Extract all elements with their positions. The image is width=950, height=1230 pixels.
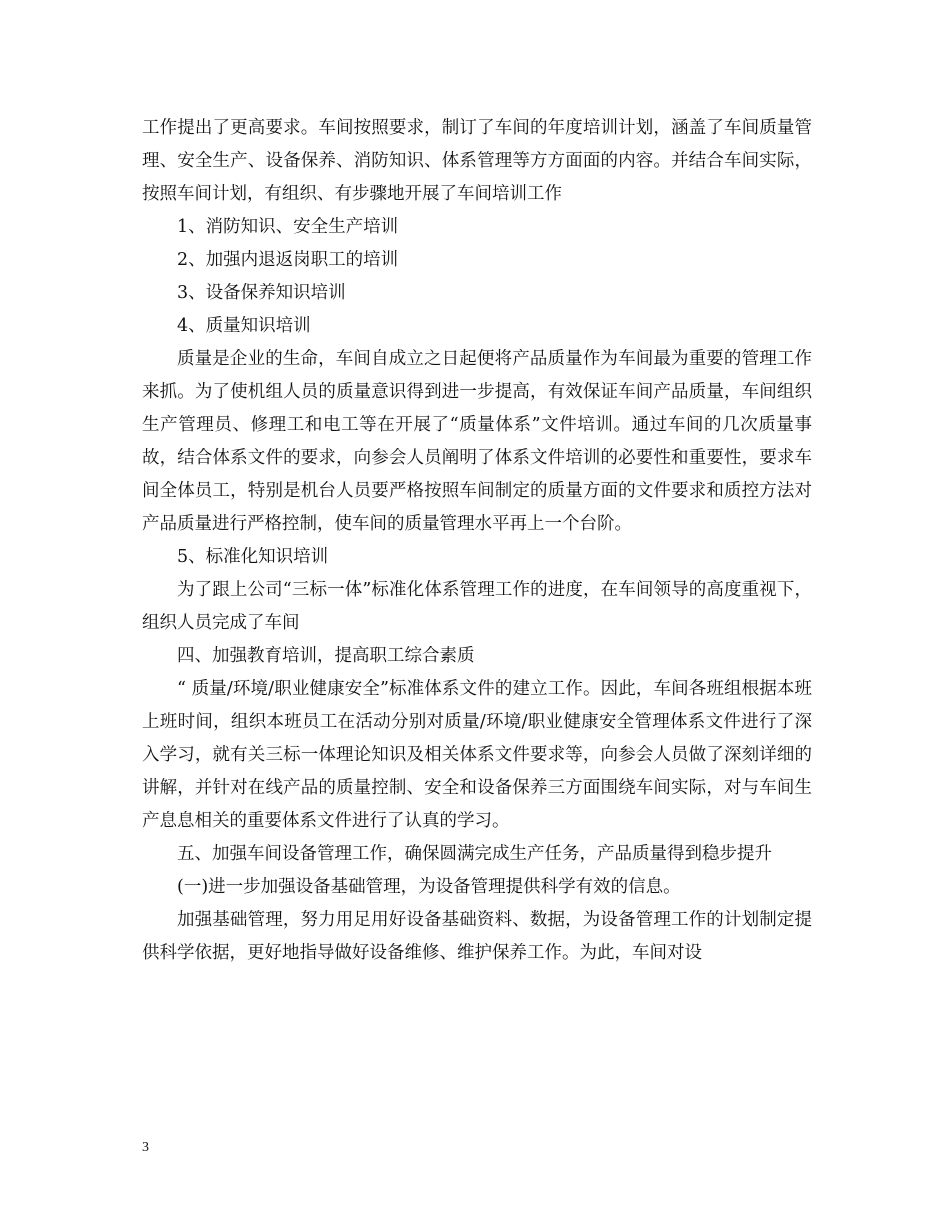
paragraph-intro-continued: 工作提出了更高要求。车间按照要求，制订了车间的年度培训计划，涵盖了车间质量管理、安全生产、设备保养、消防知识、体系管理等方方面面的内容。并结合车间实际，按照车间计划，有组织、有步骤地开展了车间培训工作 (142, 118, 812, 204)
list-item-standardization-training: 5、标准化知识培训 (177, 547, 329, 567)
paragraph-system-documents: “ 质量/环境/职业健康安全”标准体系文件的建立工作。因此，车间各班组根据本班上班时间，组织本班员工在活动分别对质量/环境/职业健康安全管理体系文件进行了深入学习，就有关三标一体理论知识及相关体系文件要求等，向参会人员做了深刻详细的讲解，并针对在线产品的质量控制、安全和设备保养三方面围绕车间实际，对与车间生产息息相关的重要体系文件进行了认真的学习。 (142, 679, 812, 831)
list-item-returning-staff-training: 2、加强内退返岗职工的培训 (177, 250, 399, 270)
list-item-equipment-maintenance-training: 3、设备保养知识培训 (177, 283, 346, 303)
document-body (142, 112, 812, 970)
paragraph-standardization: 为了跟上公司“三标一体”标准化体系管理工作的进度，在车间领导的高度重视下，组织人员完成了车间 (142, 580, 812, 633)
list-item-fire-safety-training: 1、消防知识、安全生产培训 (177, 217, 399, 237)
section-heading-education: 四、加强教育培训，提高职工综合素质 (177, 646, 475, 666)
section-heading-equipment-management: 五、加强车间设备管理工作，确保圆满完成生产任务，产品质量得到稳步提升 (177, 844, 772, 864)
page-number: 3 (142, 1140, 149, 1155)
paragraph-basic-management: 加强基础管理，努力用足用好设备基础资料、数据，为设备管理工作的计划制定提供科学依据，更好地指导做好设备维修、维护保养工作。为此，车间对设 (142, 910, 812, 963)
subsection-heading-basic-management: (一)进一步加强设备基础管理，为设备管理提供科学有效的信息。 (177, 877, 681, 897)
list-item-quality-training: 4、质量知识培训 (177, 316, 311, 336)
paragraph-quality: 质量是企业的生命，车间自成立之日起便将产品质量作为车间最为重要的管理工作来抓。为了使机组人员的质量意识得到进一步提高，有效保证车间产品质量，车间组织生产管理员、修理工和电工等在开展了“质量体系”文件培训。通过车间的几次质量事故，结合体系文件的要求，向参会人员阐明了体系文件培训的必要性和重要性，要求车间全体员工，特别是机台人员要严格按照车间制定的质量方面的文件要求和质控方法对产品质量进行严格控制，使车间的质量管理水平再上一个台阶。 (142, 349, 812, 534)
